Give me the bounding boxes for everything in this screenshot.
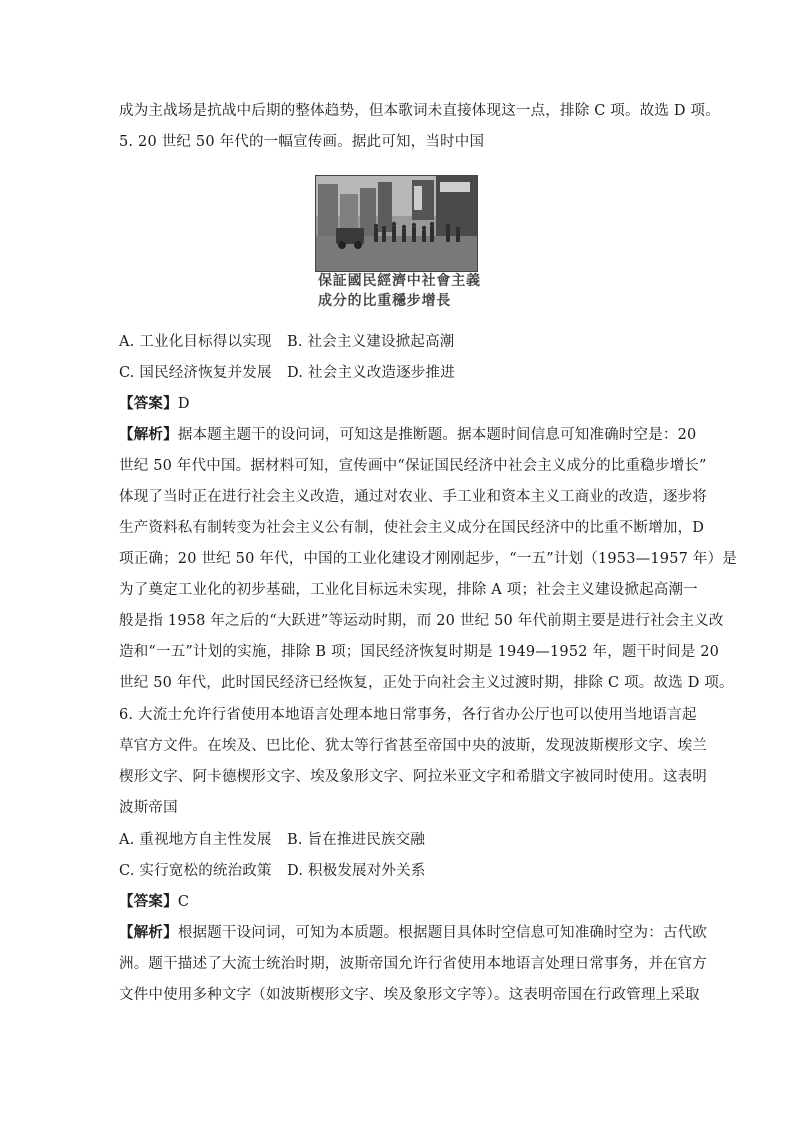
answer-value: D [177,396,190,412]
option-a: A. 重视地方自主性发展 [119,832,272,848]
answer-label: 【答案】 [119,893,178,910]
explanation-6-line-2: 洲。题干描述了大流士统治时期，波斯帝国允许行省使用本地语言处理日常事务，并在官方 [119,956,707,972]
explanation-text: 据本题主题干的设问词，可知这是推断题。据本题时间信息可知准确时空是：20 [177,427,697,443]
explanation-label: 【解析】 [119,924,178,941]
answer-value: C [177,894,190,910]
question-6-options-row-1 [119,830,689,850]
text-line: 成为主战场是抗战中后期的整体趋势，但本歌词未直接体现这一点，排除 C 项。故选 D 项。 [119,103,720,119]
question-6-stem-line-4: 波斯帝国 [119,800,178,816]
poster-caption-line-2: 成分的比重穩步增長 [318,293,452,309]
poster-caption-line-1: 保証國民經濟中社會主義 [318,273,481,289]
explanation-6-line-3: 文件中使用多种文字（如波斯楔形文字、埃及象形文字等）。这表明帝国在行政管理上采取 [119,987,700,1003]
explanation-5-line-7: 般是指 1958 年之后的“大跃进”等运动时期，而 20 世纪 50 年代前期主要是进行社会主义改 [119,613,724,629]
explanation-label: 【解析】 [119,426,178,443]
option-a: A. 工业化目标得以实现 [119,334,272,350]
question-6-stem-line-3: 楔形文字、阿卡德楔形文字、埃及象形文字、阿拉米亚文字和希腊文字被同时使用。这表明 [119,769,707,785]
question-6-options-row-2 [119,861,689,881]
explanation-5-line-4: 生产资料私有制转变为社会主义公有制，使社会主义成分在国民经济中的比重不断增加，D [119,520,705,536]
option-b: B. 旨在推进民族交融 [287,832,426,848]
answer-6 [119,892,689,912]
option-c: C. 实行宽松的统治政策 [119,863,272,879]
propaganda-poster-image [315,175,478,272]
explanation-6-line-1 [119,923,708,943]
option-c: C. 国民经济恢复并发展 [119,365,272,381]
street-scene-illustration [316,176,477,271]
explanation-5-line-5: 项正确；20 世纪 50 年代，中国的工业化建设才刚刚起步，“一五”计划（1953—1957 年）是 [119,551,737,567]
explanation-text: 根据题干设问词，可知为本质题。根据题目具体时空信息可知准确时空为：古代欧 [177,925,708,941]
question-6-stem-line-2: 草官方文件。在埃及、巴比伦、犹太等行省甚至帝国中央的波斯，发现波斯楔形文字、埃兰 [119,738,707,754]
option-d: D. 积极发展对外关系 [287,863,426,879]
explanation-5-line-8: 造和“一五”计划的实施，排除 B 项；国民经济恢复时期是 1949—1952 年，题干时间是 20 [119,644,720,660]
explanation-5-line-1 [119,425,697,445]
explanation-5-line-3: 体现了当时正在进行社会主义改造，通过对农业、手工业和资本主义工商业的改造，逐步将 [119,489,707,505]
option-d: D. 社会主义改造逐步推进 [287,365,455,381]
explanation-5-line-9: 世纪 50 年代，此时国民经济已经恢复，正处于向社会主义过渡时期，排除 C 项。故选 D 项。 [119,675,734,691]
question-5-options-row-2 [119,363,689,383]
option-b: B. 社会主义建设掀起高潮 [287,334,455,350]
answer-label: 【答案】 [119,395,178,412]
question-5-stem: 5. 20 世纪 50 年代的一幅宣传画。据此可知，当时中国 [119,134,485,150]
explanation-5-line-6: 为了奠定工业化的初步基础，工业化目标远未实现，排除 A 项；社会主义建设掀起高潮一 [119,582,698,598]
explanation-5-line-2: 世纪 50 年代中国。据材料可知，宣传画中“保证国民经济中社会主义成分的比重稳步增长” [119,458,707,474]
question-5-options-row-1 [119,332,689,352]
answer-5 [119,394,689,414]
question-6-stem-line-1: 6. 大流士允许行省使用本地语言处理本地日常事务，各行省办公厅也可以使用当地语言起 [119,707,697,723]
